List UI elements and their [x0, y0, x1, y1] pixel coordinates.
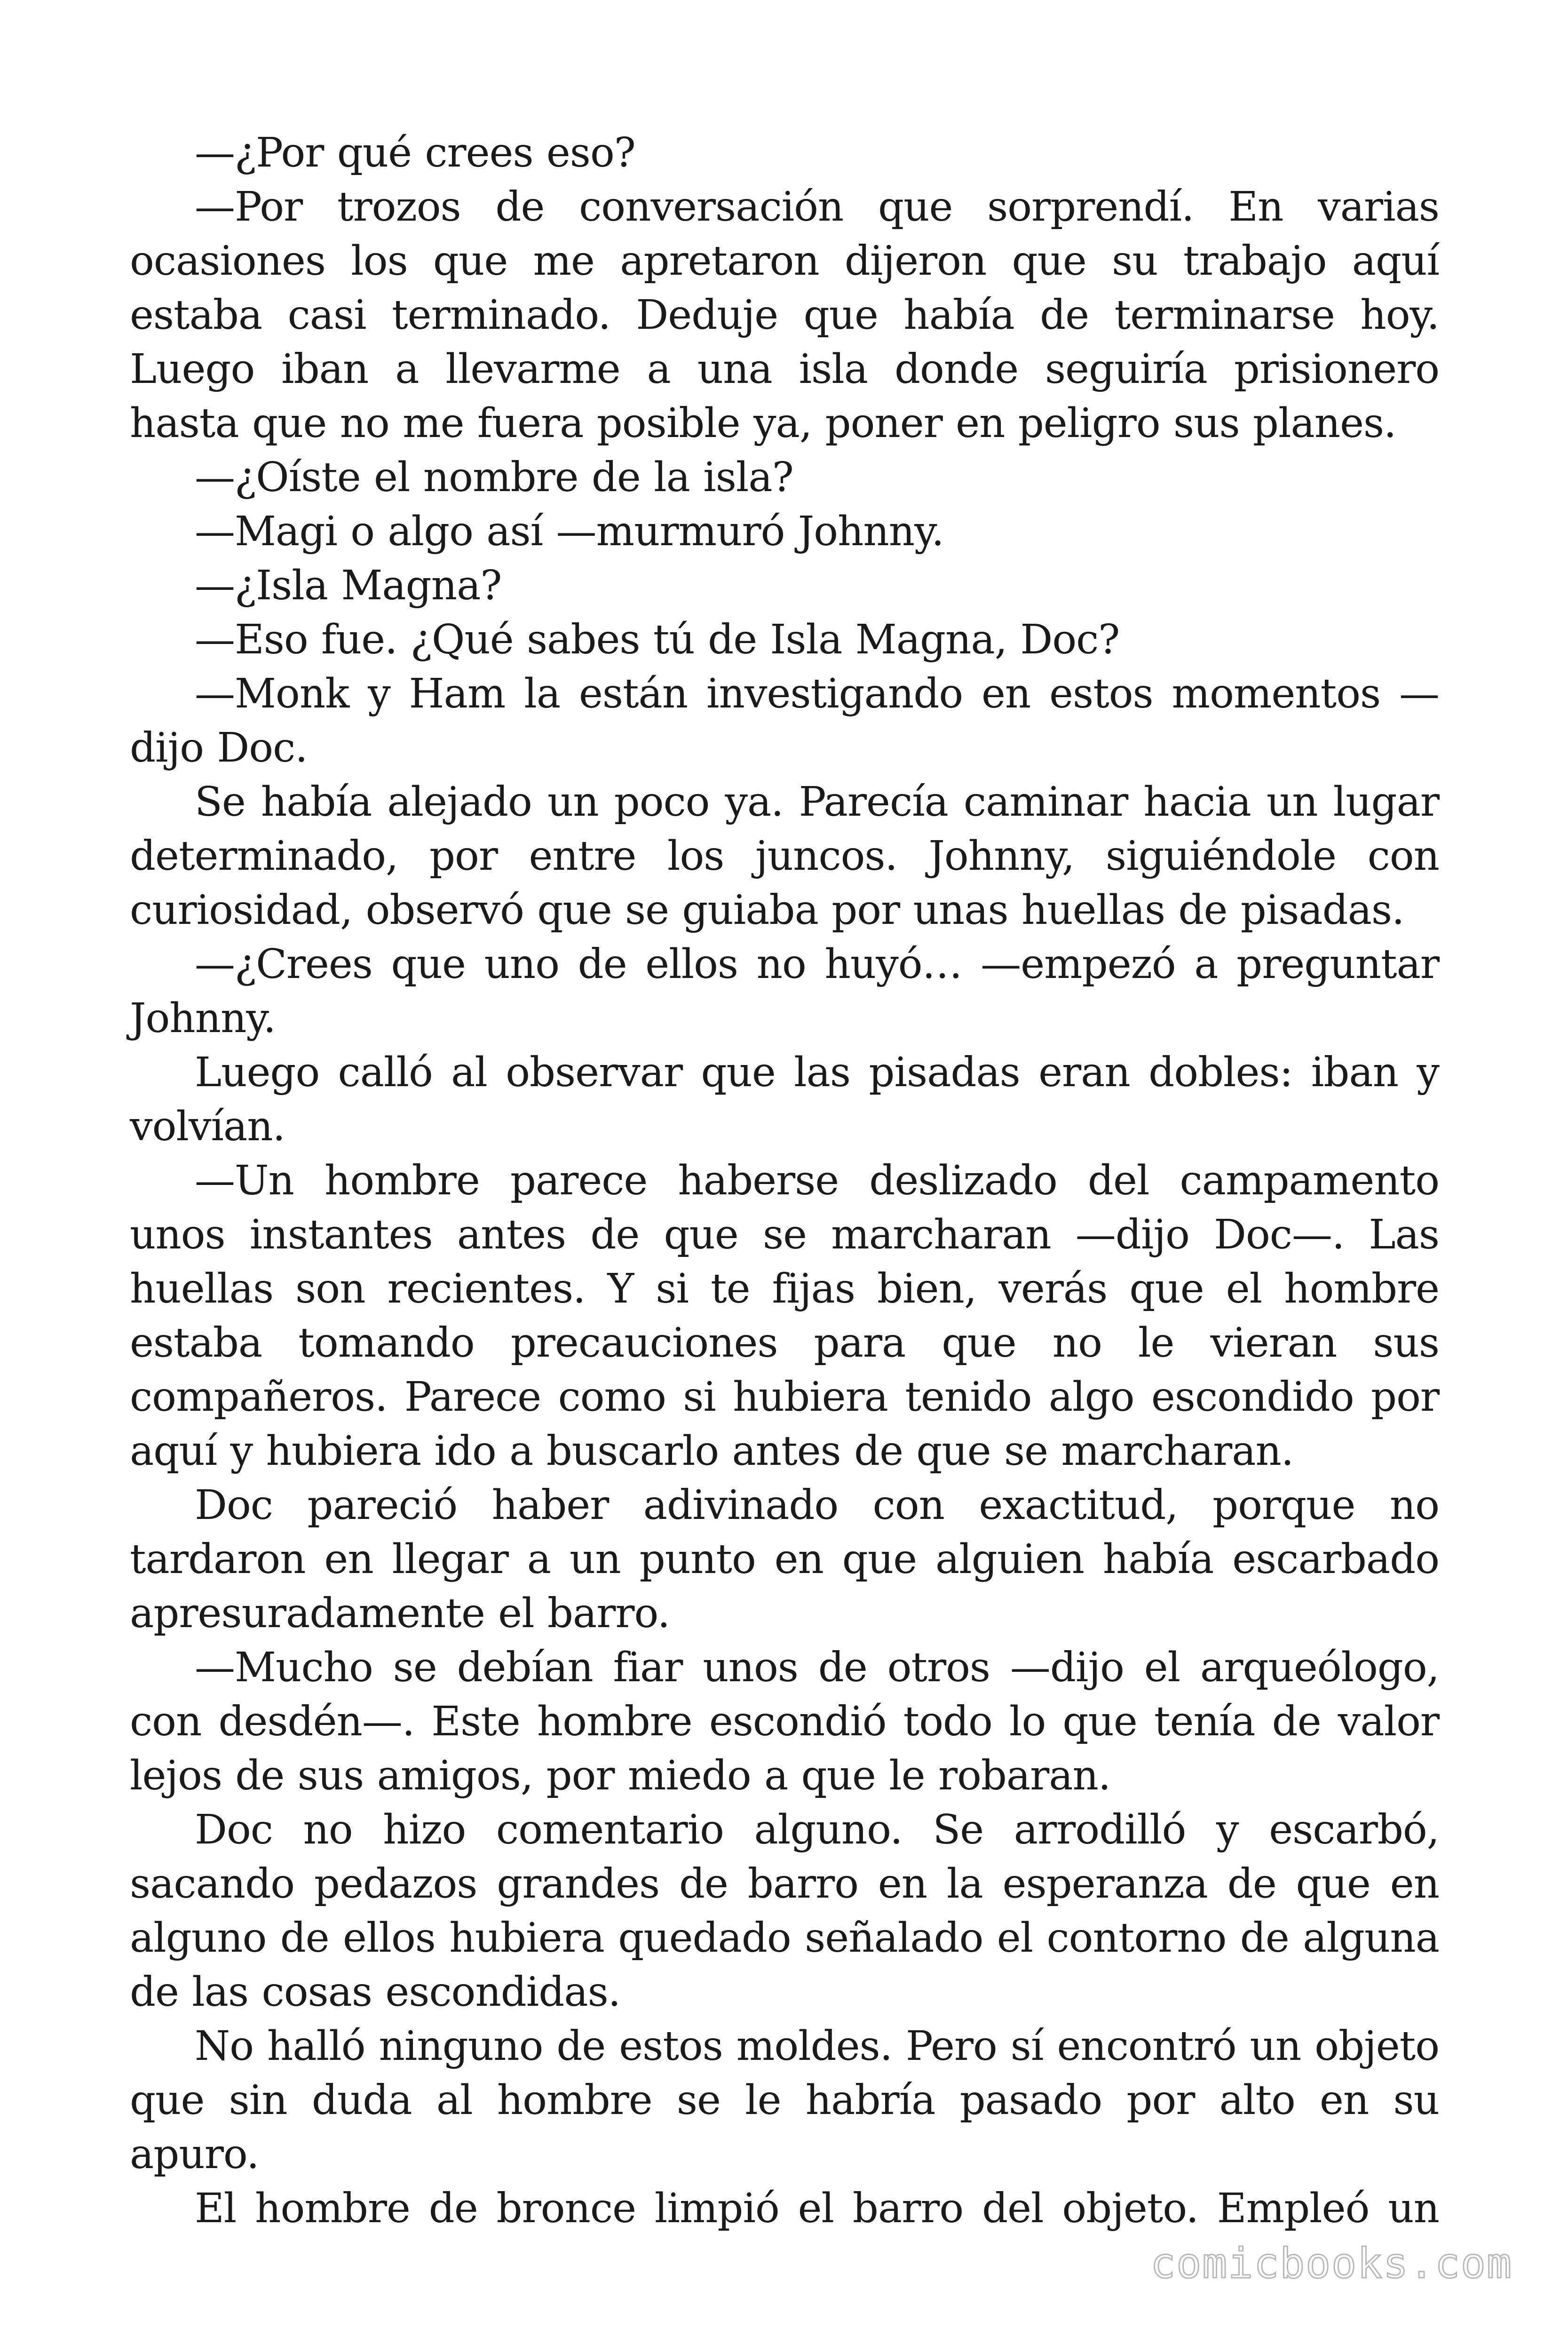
paragraph: —Eso fue. ¿Qué sabes tú de Isla Magna, Doc?	[195, 616, 1120, 663]
paragraph: Doc no hizo comentario alguno. Se arrodilló y escarbó, sacando pedazos grandes de barro en la esperanza de que en alguno de ellos hubiera quedado señalado el contorno de alguna de las cosas escondidas.	[130, 1806, 1439, 2016]
paragraph: —Un hombre parece haberse deslizado del campamento unos instantes antes de que se marcharan —dijo Doc—. Las huellas son recientes. Y si te fijas bien, verás que el hombre estaba tomando precauciones para que no le vieran sus compañeros. Parece como si hubiera tenido algo escondido por aquí y hubiera ido a buscarlo antes de que se marcharan.	[130, 1157, 1439, 1475]
paragraph: Doc pareció haber adivinado con exactitud, porque no tardaron en llegar a un punto en que alguien había escarbado apresuradamente el barro.	[130, 1482, 1439, 1637]
paragraph: —¿Crees que uno de ellos no huyó… —empezó a preguntar Johnny.	[130, 941, 1439, 1042]
paragraph: —¿Por qué crees eso?	[195, 129, 635, 176]
book-page	[130, 126, 1439, 2232]
paragraph: —Mucho se debían fiar unos de otros —dijo el arqueólogo, con desdén—. Este hombre escondió todo lo que tenía de valor lejos de sus amigos, por miedo a que le robaran.	[130, 1644, 1439, 1799]
paragraph: No halló ninguno de estos moldes. Pero sí encontró un objeto que sin duda al hombre se le habría pasado por alto en su apuro.	[130, 2023, 1439, 2178]
paragraph: El hombre de bronce limpió el barro del objeto. Empleó un	[195, 2185, 1439, 2232]
paragraph: —¿Oíste el nombre de la isla?	[195, 454, 793, 501]
paragraph: —¿Isla Magna?	[195, 562, 502, 609]
paragraph: —Por trozos de conversación que sorprendí. En varias ocasiones los que me apretaron dijeron que su trabajo aquí estaba casi terminado. Deduje que había de terminarse hoy. Luego iban a llevarme a una isla donde seguiría prisionero hasta que no me fuera posible ya, poner en peligro sus planes.	[130, 183, 1439, 447]
paragraph: —Monk y Ham la están investigando en estos momentos —dijo Doc.	[130, 670, 1439, 771]
paragraph: Se había alejado un poco ya. Parecía caminar hacia un lugar determinado, por entre los juncos. Johnny, siguiéndole con curiosidad, observó que se guiaba por unas huellas de pisadas.	[130, 779, 1439, 934]
paragraph: —Magi o algo así —murmuró Johnny.	[195, 508, 944, 555]
paragraph: Luego calló al observar que las pisadas eran dobles: iban y volvían.	[130, 1049, 1439, 1150]
watermark-text: comicbooks.com	[1150, 2239, 1513, 2288]
